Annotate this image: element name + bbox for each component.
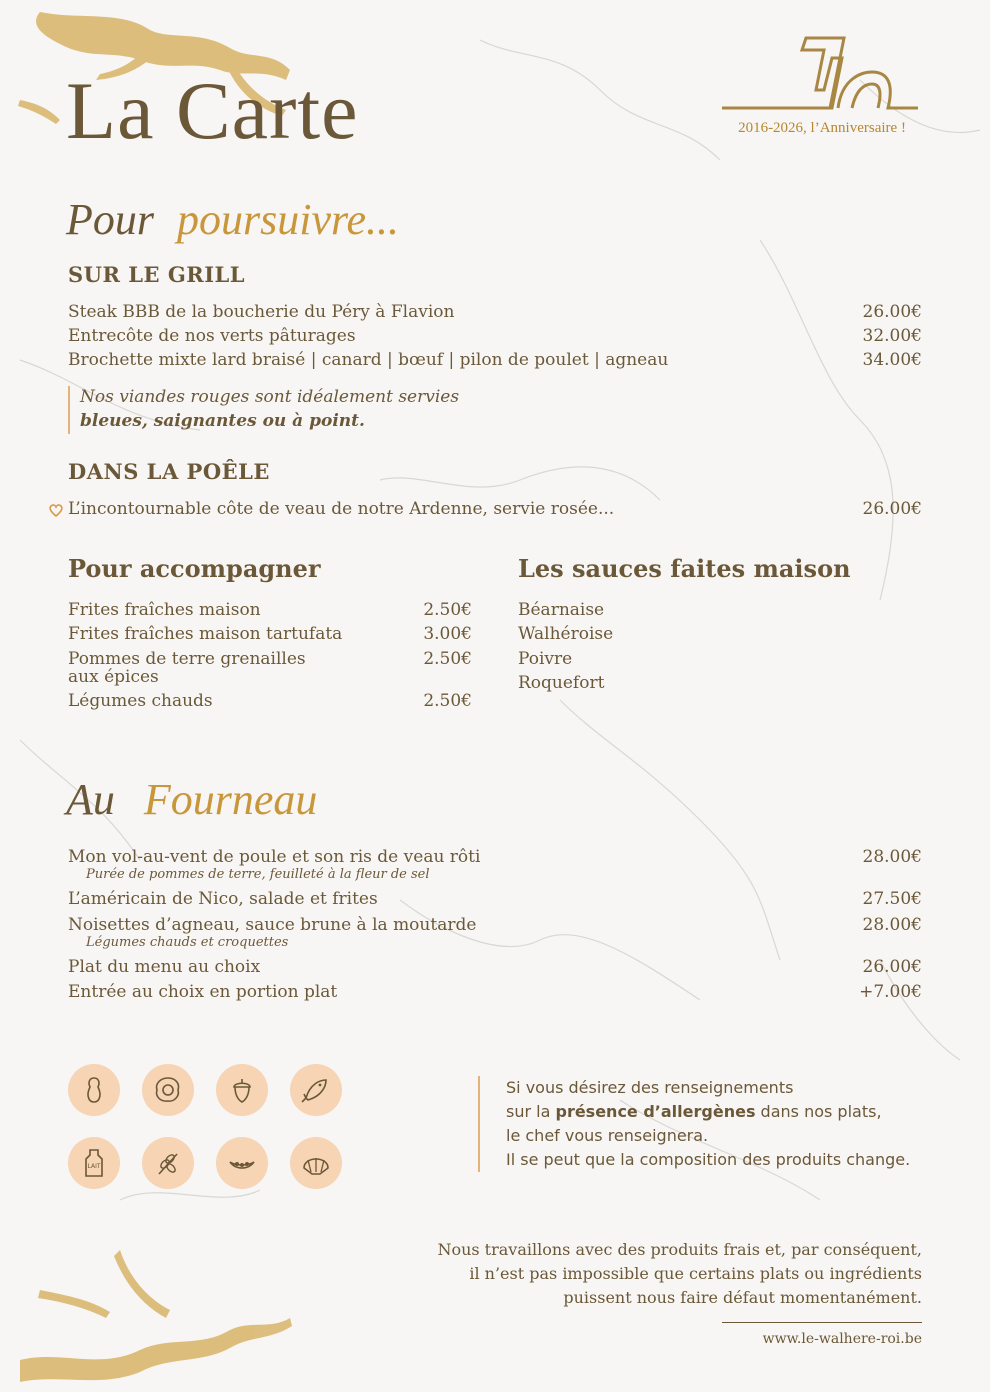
grill-item-name: Brochette mixte lard braisé | canard | bœuf | pilon de poulet | agneau [68, 350, 669, 370]
grill-note-line2: bleues, saignantes ou à point. [80, 410, 365, 431]
sauce-item: Béarnaise [518, 600, 605, 620]
soy-icon [216, 1137, 268, 1189]
section-title-word-2: poursuivre... [177, 195, 400, 244]
grill-item-price: 32.00€ [862, 326, 922, 346]
gluten-icon [142, 1137, 194, 1189]
side-item-name: Frites fraîches maison [68, 600, 261, 620]
main-item-name: Mon vol-au-vent de poule et son ris de veau rôti [68, 847, 481, 867]
milk-icon [68, 1137, 120, 1189]
main-item-name: Entrée au choix en portion plat [68, 982, 338, 1002]
ten-years-logo-icon [712, 28, 932, 118]
main-item-price: 27.50€ [862, 889, 922, 909]
nut-icon [216, 1064, 268, 1116]
main-item-sub: Purée de pommes de terre, feuilleté à la fleur de sel [86, 867, 430, 882]
allergen-info [478, 1076, 910, 1172]
milk-label: LAIT [87, 1163, 101, 1170]
poele-item-price: 26.00€ [862, 499, 922, 519]
sauce-item: Poivre [518, 649, 573, 669]
side-item-name: Frites fraîches maison tartufata [68, 624, 343, 644]
accompagner-heading: Pour accompagner [68, 554, 321, 583]
footer-line3: puissent nous faire défaut momentanément. [563, 1288, 922, 1307]
main-item-price: 26.00€ [862, 957, 922, 977]
footer-divider [722, 1322, 922, 1323]
section-title-pour-poursuivre [66, 195, 400, 244]
grill-item-price: 26.00€ [862, 302, 922, 322]
main-item-sub: Légumes chauds et croquettes [86, 935, 289, 950]
website-link[interactable]: www.le-walhere-roi.be [762, 1331, 922, 1347]
footer-notice [437, 1238, 922, 1310]
allergen-info-line3: le chef vous renseignera. [506, 1126, 709, 1145]
side-item-name: Pommes de terre grenailles [68, 649, 306, 669]
egg-icon [142, 1064, 194, 1116]
main-item-price: +7.00€ [859, 982, 922, 1002]
section-title-word-1: Pour [66, 195, 154, 244]
fish-icon [290, 1064, 342, 1116]
allergen-info-line2-start: sur la [506, 1102, 556, 1121]
main-item-name: L’américain de Nico, salade et frites [68, 889, 378, 909]
section-title-word-1: Au [66, 775, 115, 824]
sauces-heading: Les sauces faites maison [518, 554, 851, 583]
allergen-info-highlight: présence d’allergènes [555, 1102, 756, 1121]
footer-line1: Nous travaillons avec des produits frais et, par conséquent, [437, 1240, 922, 1259]
section-title-word-2: Fourneau [143, 775, 318, 824]
footer-line2: il n’est pas impossible que certains plats ou ingrédients [469, 1264, 922, 1283]
heart-icon [48, 502, 64, 522]
peanut-icon [68, 1064, 120, 1116]
side-item-name: Légumes chauds [68, 691, 213, 711]
side-item-price: 2.50€ [423, 691, 472, 711]
side-item-name-cont: aux épices [68, 667, 159, 687]
section-title-au-fourneau [66, 775, 318, 824]
side-item-price: 3.00€ [423, 624, 472, 644]
grill-note [68, 386, 459, 434]
main-item-name: Noisettes d’agneau, sauce brune à la moutarde [68, 915, 477, 935]
main-item-price: 28.00€ [862, 915, 922, 935]
allergen-info-line2-end: dans nos plats, [755, 1102, 882, 1121]
allergen-info-line2 [506, 1100, 910, 1124]
allergen-info-line1: Si vous désirez des renseignements [506, 1078, 794, 1097]
allergen-info-line4: Il se peut que la composition des produits change. [506, 1150, 911, 1169]
side-item-price: 2.50€ [423, 600, 472, 620]
grill-item-name: Steak BBB de la boucherie du Péry à Flavion [68, 302, 455, 322]
grill-heading: SUR LE GRILL [68, 262, 246, 287]
grill-item-price: 34.00€ [862, 350, 922, 370]
poele-item-name: L’incontournable côte de veau de notre Ardenne, servie rosée... [68, 499, 615, 519]
grill-item-name: Entrecôte de nos verts pâturages [68, 326, 356, 346]
page-title: La Carte [66, 65, 359, 156]
anniversary-text: 2016-2026, l’Anniversaire ! [738, 120, 906, 136]
grill-note-line1: Nos viandes rouges sont idéalement servies [80, 387, 460, 407]
poele-heading: DANS LA POÊLE [68, 459, 270, 484]
main-item-name: Plat du menu au choix [68, 957, 261, 977]
shellfish-icon [290, 1137, 342, 1189]
main-item-price: 28.00€ [862, 847, 922, 867]
sauce-item: Roquefort [518, 673, 605, 693]
side-item-price: 2.50€ [423, 649, 472, 669]
sauce-item: Walhéroise [518, 624, 614, 644]
anniversary-logo [712, 28, 932, 148]
